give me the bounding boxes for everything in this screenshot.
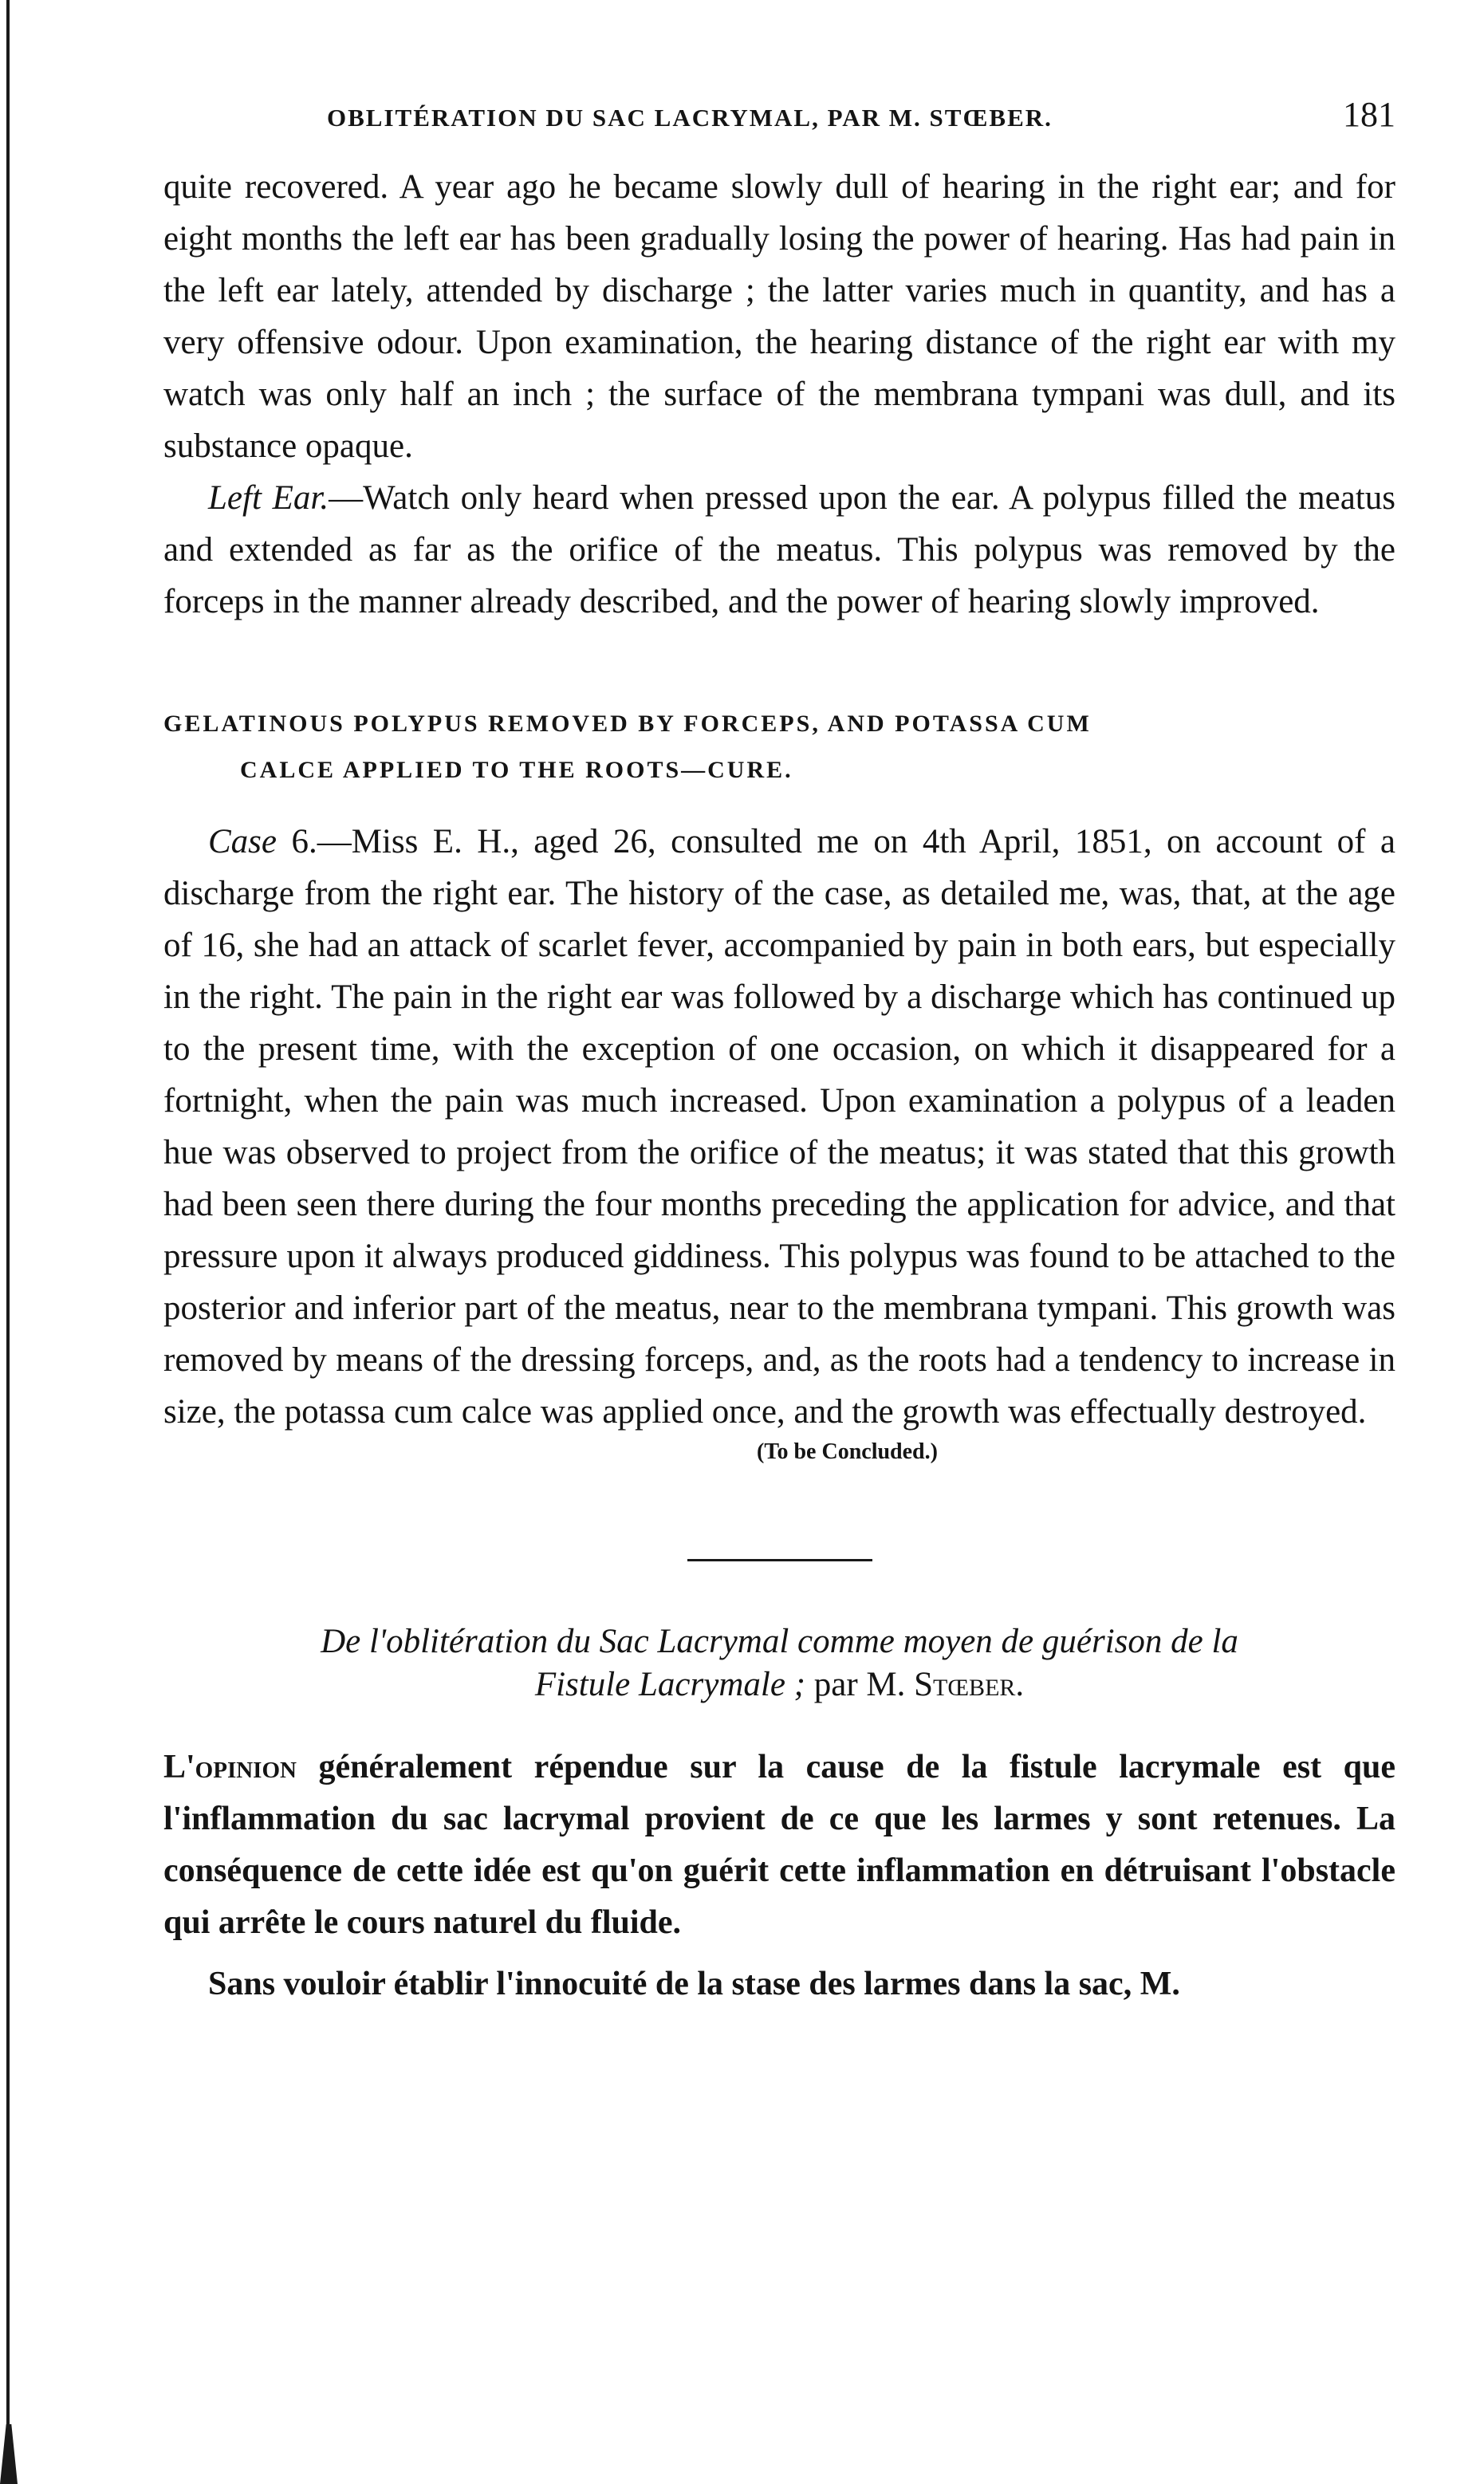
article-title-fistule: Fistule Lacrymale ; <box>534 1666 805 1703</box>
to-be-concluded: (To be Concluded.) <box>757 1439 938 1464</box>
article-title-line1: De l'oblitération du Sac Lacrymal comme moyen de guérison de la <box>321 1623 1238 1660</box>
case-text: 6.—Miss E. H., aged 26, consulted me on 4th April, 1851, on account of a discharge from the right ear. The history of the case, as detailed me, was, that, at the age of 16, she had an attack of scarlet fever, accompanied by pain in both ears, but especially in the right. The pain in the right ear was followed by a discharge which has continued up to the present time, with the exception of one occasion, on which it disappeared for a fortnight, when the pain was much increased. Upon examination a polypus of a leaden hue was observed to project from the orifice of the meatus; it was stated that this growth had been seen there during the four months preceding the application for advice, and that pressure upon it always produced giddiness. This polypus was found to be attached to the posterior and inferior part of the meatus, near to the membrana tympani. This growth was removed by means of the dressing forceps, and, as the roots had a tendency to increase in size, the potassa cum calce was applied once, and the growth was effectually destroyed. <box>163 823 1395 1431</box>
article-title-line2 <box>163 1663 1395 1707</box>
paragraph-case-6 <box>163 816 1395 1438</box>
left-ear-text: —Watch only heard when pressed upon the ear. A polypus filled the meatus and extended as far as the orifice of the meatus. This polypus was removed by the forceps in the manner already described, and the power of hearing slowly improved. <box>163 479 1395 620</box>
paragraph-french-sans: Sans vouloir établir l'innocuité de la stase des larmes dans la sac, M. <box>208 1966 1180 2002</box>
left-ear-lead: Left Ear. <box>208 479 329 517</box>
case-lead: Case <box>208 823 277 860</box>
section-divider <box>687 1559 872 1561</box>
article-title <box>163 1620 1395 1707</box>
french-text: généralement répendue sur la cause de la fistule lacrymale est que l'inflammation du sac lacrymal provient de ce que les larmes y sont retenues. La conséquence de cette idée est qu'on guérit cette inflammation en détruisant l'obstacle qui arrête le cours naturel du fluide. <box>163 1749 1395 1941</box>
page-body <box>163 88 1395 2010</box>
page-edge-line <box>6 0 10 2484</box>
running-head <box>163 88 1395 144</box>
running-title: OBLITÉRATION DU SAC LACRYMAL, PAR M. STŒBER. <box>327 104 1053 132</box>
case-heading <box>163 701 1395 793</box>
paragraph-french-opinion <box>163 1742 1395 1949</box>
article-author: Stœber. <box>914 1666 1025 1703</box>
case-heading-line2: CALCE APPLIED TO THE ROOTS—CURE. <box>240 757 793 783</box>
paragraph-left-ear <box>163 472 1395 628</box>
case-heading-line1: GELATINOUS POLYPUS REMOVED BY FORCEPS, AND POTASSA CUM <box>163 711 1092 737</box>
french-lead: L'opinion <box>163 1749 297 1785</box>
page-number: 181 <box>1343 95 1395 134</box>
paragraph-recovered: quite recovered. A year ago he became slowly dull of hearing in the right ear; and for eight months the left ear has been gradually losing the power of hearing. Has had pain in the left ear lately, attended by discharge ; the latter varies much in quantity, and has a very offensive odour. Upon examination, the hearing distance of the right ear with my watch was only half an inch ; the surface of the membrana tympani was dull, and its substance opaque. <box>163 168 1395 465</box>
page-edge-foot <box>0 2424 18 2484</box>
article-by: par M. <box>813 1666 906 1703</box>
